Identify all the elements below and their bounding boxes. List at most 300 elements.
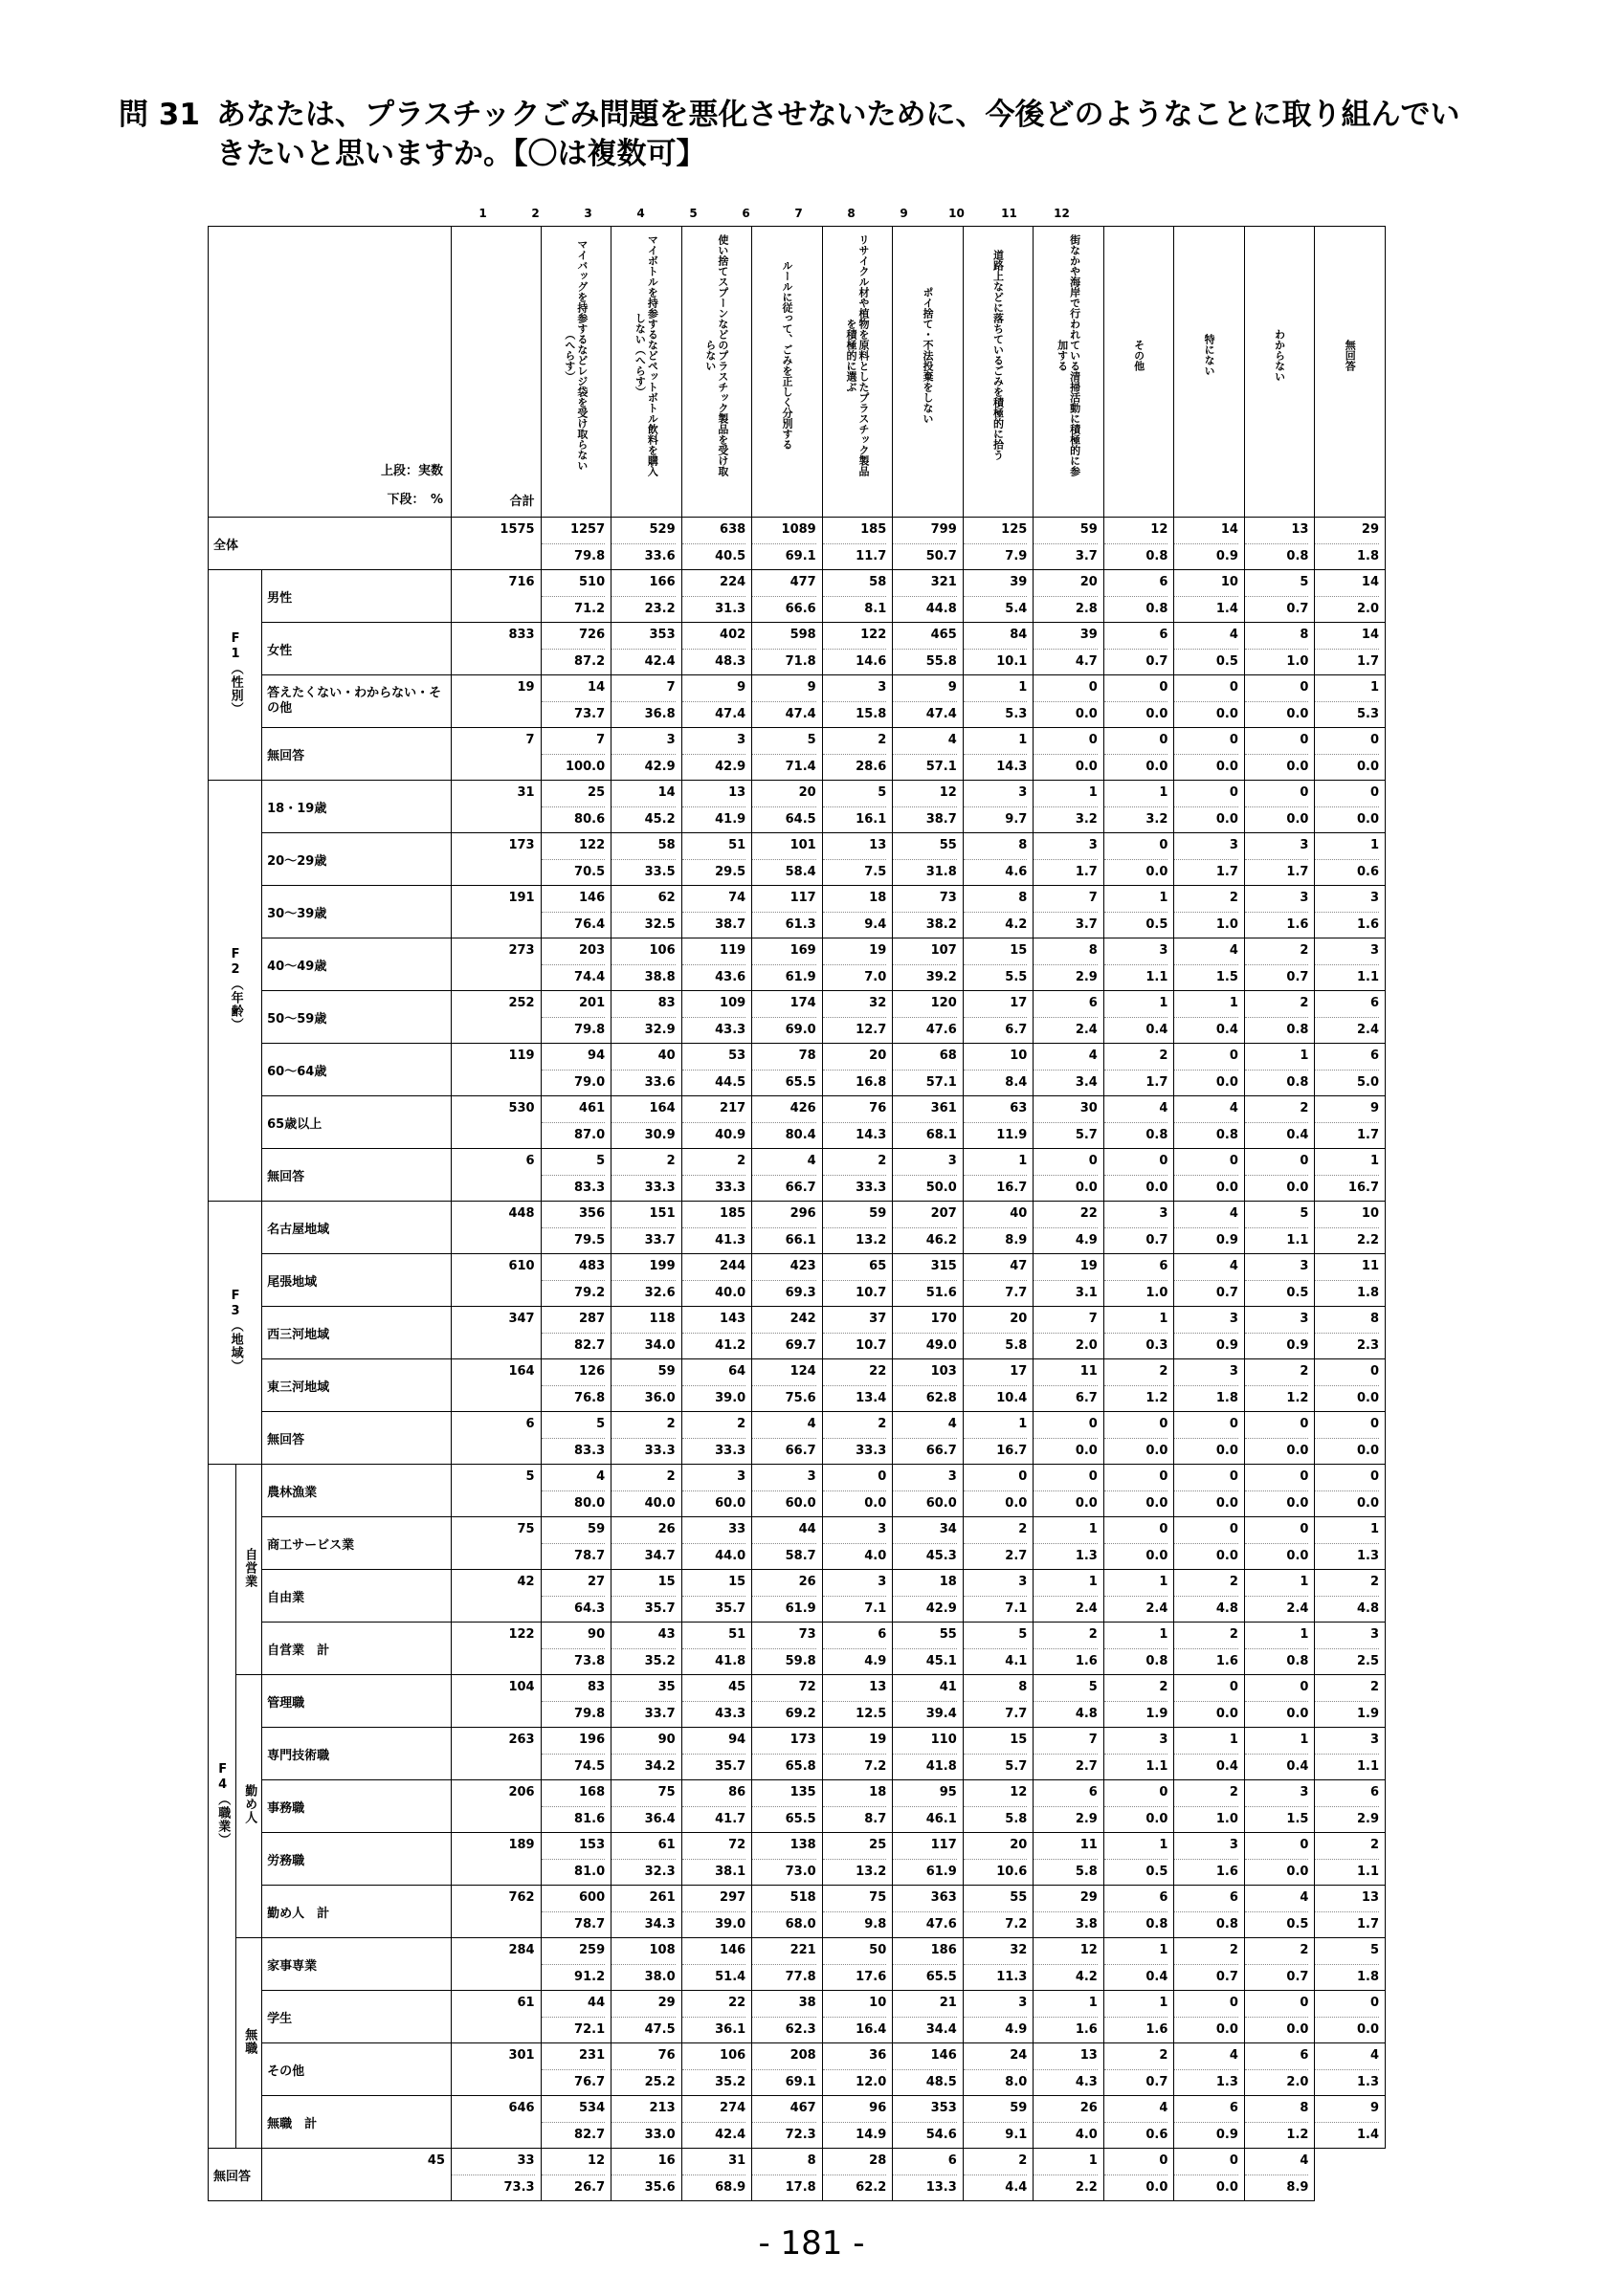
count-value: 4 (1300, 1890, 1309, 1905)
total-cell (452, 1623, 542, 1675)
percent-value: 51.4 (682, 1964, 746, 1991)
data-cell (1174, 2149, 1245, 2201)
count-value: 74 (728, 891, 746, 905)
row-label: 無回答 (262, 728, 452, 781)
group-label-text: F4（職業） (215, 1762, 231, 1846)
data-cell (752, 1675, 823, 1728)
data-cell (963, 991, 1034, 1044)
data-cell (963, 781, 1034, 833)
data-cell (822, 1202, 893, 1254)
count-value: 22 (1079, 1206, 1098, 1221)
count-value: 6 (1159, 1259, 1168, 1273)
count-value: 3 (1369, 943, 1379, 958)
data-cell (1244, 2149, 1315, 2201)
count-value: 0 (1229, 1522, 1238, 1536)
percent-value: 31.3 (682, 596, 746, 623)
count-value: 51 (728, 838, 746, 852)
count-value: 138 (789, 1838, 816, 1852)
total-cell (452, 1202, 542, 1254)
count-value: 9 (1369, 1101, 1379, 1115)
total-count: 173 (508, 838, 535, 852)
data-cell (893, 1517, 964, 1570)
row-label: 自由業 (262, 1570, 452, 1623)
data-cell (893, 938, 964, 991)
total-count: 833 (508, 628, 535, 642)
percent-value: 76.4 (542, 912, 606, 938)
percent-value: 0.0 (1315, 1385, 1379, 1412)
data-cell (1244, 1359, 1315, 1412)
data-cell (1103, 1149, 1174, 1202)
data-cell (1034, 1254, 1104, 1307)
count-value: 217 (720, 1101, 746, 1115)
percent-value: 73.8 (542, 1648, 606, 1675)
percent-value: 69.7 (752, 1333, 816, 1359)
data-cell (963, 886, 1034, 938)
data-cell (1034, 2096, 1104, 2149)
count-value: 356 (578, 1206, 606, 1221)
count-value: 8 (807, 2153, 816, 2168)
data-cell (1315, 728, 1386, 781)
count-value: 0 (1088, 1154, 1098, 1168)
percent-value: 70.5 (542, 859, 606, 886)
percent-value: 1.7 (1315, 1122, 1379, 1149)
count-value: 4 (1229, 943, 1238, 958)
percent-value: 0.0 (1174, 754, 1238, 781)
data-cell (1315, 1675, 1386, 1728)
data-cell (822, 1149, 893, 1202)
count-value: 423 (789, 1259, 816, 1273)
percent-value: 42.9 (611, 754, 676, 781)
data-cell (893, 1307, 964, 1359)
percent-value: 1.8 (1315, 1280, 1379, 1307)
data-cell (1315, 1623, 1386, 1675)
data-cell (1315, 1938, 1386, 1991)
percent-value: 2.4 (1034, 1017, 1098, 1044)
count-value: 1 (1369, 838, 1379, 852)
percent-value: 0.5 (1104, 912, 1168, 938)
data-cell (681, 2043, 752, 2096)
count-value: 173 (789, 1733, 816, 1747)
count-value: 6 (878, 1627, 887, 1642)
data-cell (752, 1359, 823, 1412)
percent-value: 44.8 (893, 596, 957, 623)
percent-value: 1.2 (1104, 1385, 1168, 1412)
data-cell (963, 1991, 1034, 2043)
count-value: 518 (789, 1890, 816, 1905)
total-count: 75 (517, 1522, 535, 1536)
percent-value: 44.0 (682, 1543, 746, 1570)
percent-value: 1.0 (1104, 1280, 1168, 1307)
data-cell (752, 623, 823, 675)
count-value: 124 (789, 1364, 816, 1379)
count-value: 5 (878, 785, 887, 800)
percent-value: 0.0 (1245, 806, 1309, 833)
percent-value: 0.0 (1174, 2017, 1238, 2043)
percent-value: 0.0 (1245, 701, 1309, 728)
data-cell (1244, 728, 1315, 781)
count-value: 5 (1300, 575, 1309, 589)
row-label: 全体 (209, 518, 452, 570)
row-label: 無回答 (209, 2149, 262, 2201)
total-cell (452, 518, 542, 570)
column-header-label: マイボトルを持参するなどペットボトル飲料を購入しない（へらす） (634, 233, 659, 476)
count-value: 120 (930, 996, 957, 1010)
percent-value: 68.9 (682, 2175, 746, 2201)
count-value: 0 (1159, 1154, 1168, 1168)
row-label: 学生 (262, 1991, 452, 2043)
data-cell (1315, 1886, 1386, 1938)
count-value: 110 (930, 1733, 957, 1747)
percent-value: 4.0 (823, 1543, 887, 1570)
count-value: 135 (789, 1785, 816, 1799)
count-value: 26 (798, 1575, 816, 1589)
total-count: 191 (508, 891, 535, 905)
data-cell (1174, 781, 1245, 833)
count-value: 3 (1369, 1627, 1379, 1642)
data-cell (1174, 1728, 1245, 1780)
count-value: 20 (1079, 575, 1098, 589)
percent-value: 61.9 (893, 1859, 957, 1886)
percent-value: 3.2 (1104, 806, 1168, 833)
count-value: 1 (1159, 1996, 1168, 2010)
count-value: 59 (1010, 2101, 1028, 2115)
percent-value: 72.1 (542, 2017, 606, 2043)
data-cell (1174, 1886, 1245, 1938)
percent-value: 0.5 (1245, 1280, 1309, 1307)
count-value: 201 (578, 996, 606, 1010)
data-cell (1103, 623, 1174, 675)
data-cell (893, 991, 964, 1044)
count-value: 37 (869, 1312, 887, 1326)
percent-value: 0.0 (1104, 1175, 1168, 1202)
count-value: 3 (1300, 1312, 1309, 1326)
count-value: 3 (1159, 1733, 1168, 1747)
data-cell (1244, 1307, 1315, 1359)
crosstab-table (208, 226, 1386, 2201)
percent-value: 87.2 (542, 649, 606, 675)
row-label: 事務職 (262, 1780, 452, 1833)
data-cell (1034, 781, 1104, 833)
data-cell (1315, 1359, 1386, 1412)
percent-value: 0.0 (1245, 1490, 1309, 1517)
data-cell (752, 518, 823, 570)
percent-value: 4.1 (964, 1648, 1028, 1675)
percent-value: 77.8 (752, 1964, 816, 1991)
count-value: 4 (1229, 1101, 1238, 1115)
percent-value: 61.9 (752, 1596, 816, 1623)
data-cell (1244, 2043, 1315, 2096)
data-cell (822, 2043, 893, 2096)
data-cell (611, 728, 682, 781)
percent-value: 9.1 (964, 2122, 1028, 2149)
count-value: 34 (939, 1522, 957, 1536)
table-row (209, 2043, 1386, 2096)
percent-value: 33.3 (611, 1438, 676, 1465)
count-value: 3 (1229, 1364, 1238, 1379)
percent-value: 0.4 (1245, 1754, 1309, 1780)
data-cell (1103, 1044, 1174, 1096)
count-value: 1 (1369, 1522, 1379, 1536)
data-cell (1034, 570, 1104, 623)
percent-value: 29.5 (682, 859, 746, 886)
count-value: 0 (1159, 1522, 1168, 1536)
count-value: 0 (1229, 680, 1238, 695)
column-number: 12 (1054, 207, 1070, 220)
data-cell (1034, 1833, 1104, 1886)
header-row (209, 227, 1386, 518)
total-count: 6 (525, 1417, 535, 1431)
percent-value: 5.5 (964, 964, 1028, 991)
percent-value: 40.0 (682, 1280, 746, 1307)
data-cell (1103, 1096, 1174, 1149)
count-value: 6 (1369, 996, 1379, 1010)
data-cell (752, 1465, 823, 1517)
percent-value: 1.3 (1034, 1543, 1098, 1570)
percent-value: 75.6 (752, 1385, 816, 1412)
column-header-label: マイバッグを持参するなどレジ袋を受け取らない（へらす） (563, 239, 589, 471)
data-cell (822, 1412, 893, 1465)
percent-value: 4.3 (1034, 2069, 1098, 2096)
percent-value: 0.8 (1104, 1911, 1168, 1938)
total-count: 61 (517, 1996, 535, 2010)
count-value: 477 (789, 575, 816, 589)
data-cell (611, 1675, 682, 1728)
data-cell (1103, 886, 1174, 938)
percent-value: 32.9 (611, 1017, 676, 1044)
count-value: 12 (1010, 1785, 1028, 1799)
percent-value: 44.5 (682, 1070, 746, 1096)
percent-value: 1.6 (1104, 2017, 1168, 2043)
count-value: 13 (1079, 2048, 1098, 2063)
data-cell (1034, 1570, 1104, 1623)
count-value: 61 (657, 1838, 676, 1852)
count-value: 0 (878, 1469, 887, 1484)
count-value: 7 (666, 680, 676, 695)
group-label-text: F2（年齢） (228, 946, 243, 1031)
percent-value: 32.5 (611, 912, 676, 938)
percent-value: 0.0 (1315, 806, 1379, 833)
count-value: 534 (578, 2101, 606, 2115)
percent-value: 32.6 (611, 1280, 676, 1307)
data-cell (611, 1412, 682, 1465)
percent-value: 0.4 (1174, 1754, 1238, 1780)
data-cell (893, 1359, 964, 1412)
data-cell (1103, 1307, 1174, 1359)
data-cell (1315, 1465, 1386, 1517)
count-value: 2 (666, 1417, 676, 1431)
count-value: 353 (930, 2101, 957, 2115)
percent-value: 7.5 (823, 859, 887, 886)
data-cell (611, 1202, 682, 1254)
count-value: 15 (657, 1575, 676, 1589)
percent-value: 0.7 (1245, 1964, 1309, 1991)
percent-value: 0.0 (823, 1490, 887, 1517)
count-value: 75 (657, 1785, 676, 1799)
percent-value: 2.7 (1034, 1754, 1098, 1780)
percent-value: 0.7 (1104, 2069, 1168, 2096)
count-value: 125 (1001, 522, 1028, 537)
data-cell (1174, 938, 1245, 991)
table-row (209, 886, 1386, 938)
count-value: 76 (869, 1101, 887, 1115)
data-cell (1103, 675, 1174, 728)
count-value: 118 (649, 1312, 676, 1326)
data-cell (1034, 675, 1104, 728)
percent-value: 42.4 (682, 2122, 746, 2149)
column-number: 5 (689, 207, 698, 220)
total-count: 45 (427, 2153, 446, 2168)
count-value: 274 (720, 2101, 746, 2115)
column-header (541, 227, 611, 518)
percent-value: 0.7 (1245, 964, 1309, 991)
data-cell (681, 2096, 752, 2149)
percent-value: 34.3 (611, 1911, 676, 1938)
percent-value: 0.0 (1034, 701, 1098, 728)
percent-value: 1.9 (1104, 1701, 1168, 1728)
data-cell (822, 623, 893, 675)
percent-value: 0.4 (1104, 1964, 1168, 1991)
data-cell (1103, 2149, 1174, 2201)
percent-value: 38.0 (611, 1964, 676, 1991)
count-value: 2 (1018, 2153, 1028, 2168)
data-cell (681, 518, 752, 570)
data-cell (1315, 2096, 1386, 2149)
count-value: 0 (1088, 1469, 1098, 1484)
percent-value: 47.4 (752, 701, 816, 728)
data-cell (752, 1412, 823, 1465)
count-value: 108 (649, 1943, 676, 1957)
data-cell (752, 1307, 823, 1359)
count-value: 2 (1300, 996, 1309, 1010)
data-cell (1103, 1780, 1174, 1833)
row-label: 65歳以上 (262, 1096, 452, 1149)
subgroup-label (236, 1938, 262, 2149)
percent-value: 35.7 (611, 1596, 676, 1623)
data-cell (1034, 1149, 1104, 1202)
count-value: 12 (1150, 522, 1168, 537)
percent-value: 6.7 (1034, 1385, 1098, 1412)
count-value: 14 (1220, 522, 1238, 537)
count-value: 6 (1088, 996, 1098, 1010)
count-value: 0 (1369, 1996, 1379, 2010)
percent-value: 1.5 (1174, 964, 1238, 991)
count-value: 3 (1300, 1259, 1309, 1273)
percent-value: 74.4 (542, 964, 606, 991)
total-count: 284 (508, 1943, 535, 1957)
count-value: 3 (666, 733, 676, 747)
percent-value: 9.8 (823, 1911, 887, 1938)
data-cell (611, 623, 682, 675)
total-count: 273 (508, 943, 535, 958)
data-cell (1174, 1833, 1245, 1886)
data-cell (681, 1780, 752, 1833)
count-value: 1 (1159, 785, 1168, 800)
column-header (1103, 227, 1174, 518)
data-cell (1174, 1465, 1245, 1517)
count-value: 59 (657, 1364, 676, 1379)
percent-value: 78.7 (542, 1543, 606, 1570)
count-value: 297 (720, 1890, 746, 1905)
column-number: 11 (1001, 207, 1017, 220)
percent-value: 0.7 (1104, 1227, 1168, 1254)
data-cell (1315, 1254, 1386, 1307)
data-cell (1174, 1570, 1245, 1623)
count-value: 0 (1229, 1996, 1238, 2010)
count-value: 426 (789, 1101, 816, 1115)
row-label: その他 (262, 2043, 452, 2096)
count-value: 1 (1300, 1049, 1309, 1063)
count-value: 20 (869, 1049, 887, 1063)
count-value: 2 (1369, 1575, 1379, 1589)
percent-value: 0.8 (1245, 1648, 1309, 1675)
data-cell (1315, 1149, 1386, 1202)
percent-value: 0.0 (1034, 754, 1098, 781)
group-label (209, 570, 262, 781)
subgroup-label (236, 1675, 262, 1938)
count-value: 196 (578, 1733, 606, 1747)
count-value: 18 (869, 891, 887, 905)
data-cell (752, 1570, 823, 1623)
percent-value: 2.9 (1315, 1806, 1379, 1833)
data-cell (822, 2096, 893, 2149)
percent-value: 50.7 (893, 543, 957, 570)
count-value: 6 (1229, 2101, 1238, 2115)
total-cell (452, 1044, 542, 1096)
percent-value: 79.8 (542, 543, 606, 570)
percent-value: 45.2 (611, 806, 676, 833)
count-value: 103 (930, 1364, 957, 1379)
percent-value: 79.5 (542, 1227, 606, 1254)
count-value: 1 (1088, 1575, 1098, 1589)
data-cell (1315, 570, 1386, 623)
percent-value: 16.8 (823, 1070, 887, 1096)
data-cell (1034, 833, 1104, 886)
data-cell (1174, 1780, 1245, 1833)
count-value: 2 (1300, 1101, 1309, 1115)
data-cell (611, 1886, 682, 1938)
percent-value: 73.3 (452, 2175, 535, 2201)
percent-value: 7.9 (964, 543, 1028, 570)
percent-value: 12.0 (823, 2069, 887, 2096)
data-cell (822, 570, 893, 623)
data-cell (1174, 1307, 1245, 1359)
percent-value: 0.9 (1174, 2122, 1238, 2149)
count-value: 1 (1229, 1733, 1238, 1747)
count-value: 9 (737, 680, 746, 695)
count-value: 151 (649, 1206, 676, 1221)
data-cell (1034, 991, 1104, 1044)
data-cell (822, 1991, 893, 2043)
count-value: 0 (1369, 1417, 1379, 1431)
percent-value: 0.0 (1245, 754, 1309, 781)
total-cell (452, 1780, 542, 1833)
count-value: 0 (1369, 733, 1379, 747)
percent-value: 33.6 (611, 543, 676, 570)
data-cell (963, 938, 1034, 991)
count-value: 117 (930, 1838, 957, 1852)
data-cell (1103, 1202, 1174, 1254)
column-header (1244, 227, 1315, 518)
percent-value: 35.2 (682, 2069, 746, 2096)
data-cell (822, 781, 893, 833)
count-value: 221 (789, 1943, 816, 1957)
count-value: 53 (728, 1049, 746, 1063)
percent-value: 7.1 (964, 1596, 1028, 1623)
data-cell (681, 1202, 752, 1254)
count-value: 11 (1079, 1838, 1098, 1852)
count-value: 2 (878, 1154, 887, 1168)
percent-value: 7.7 (964, 1701, 1028, 1728)
